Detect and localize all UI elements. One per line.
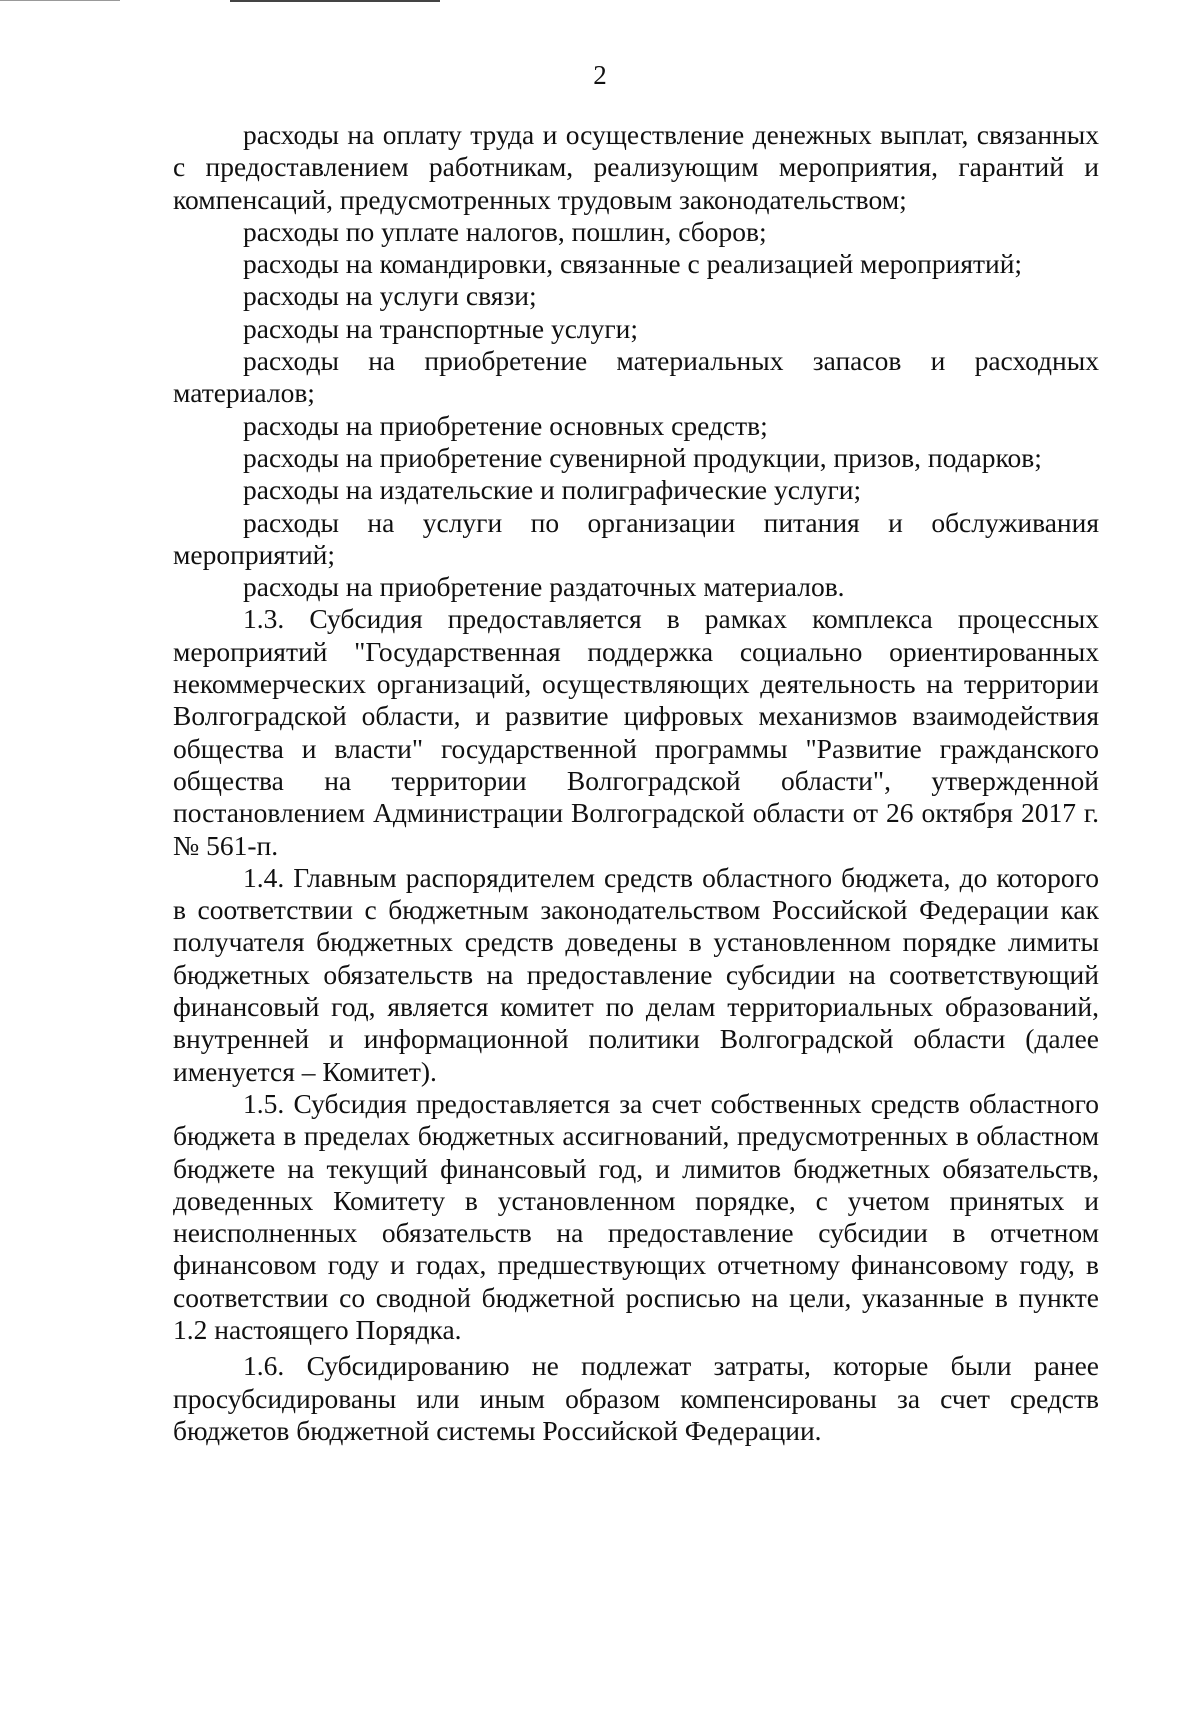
paragraph-expenses-transport: расходы на транспортные услуги; [243, 312, 639, 344]
paragraph-1-4: 1.4. Главным распорядителем средств областного бюджета, до которого в соответствии с бюджетным законодательством Российской Федерации как получателя бюджетных средств доведены в установленном порядке лимиты бюджетных обязательств на предоставление субсидии на соответствующий финансовый год, является комитет по делам территориальных образований, внутренней и информационной политики Волгоградской области (далее именуется – Комитет). [173, 861, 1099, 1087]
scan-edge-mark [0, 0, 120, 1]
paragraph-expenses-printing: расходы на издательские и полиграфические услуги; [243, 474, 862, 506]
scan-edge-mark [230, 0, 440, 2]
page-number: 2 [593, 60, 607, 90]
paragraph-expenses-catering: расходы на услуги по организации питания и обслуживания мероприятий; [173, 506, 1099, 570]
paragraph-expenses-labor: расходы на оплату труда и осуществление денежных выплат, связанных с предоставлением работникам, реализующим мероприятия, гарантий и компенсаций, предусмотренных трудовым законодательством; [173, 119, 1099, 215]
paragraph-expenses-travel: расходы на командировки, связанные с реализацией мероприятий; [243, 248, 1023, 280]
paragraph-expenses-handouts: расходы на приобретение раздаточных материалов. [243, 571, 845, 603]
paragraph-1-3: 1.3. Субсидия предоставляется в рамках комплекса процессных мероприятий "Государственная поддержка социально ориентированных некоммерческих организаций, осуществляющих деятельность на территории Волгоградской области, и развитие цифровых механизмов взаимодействия общества и власти" государственной программы "Развитие гражданского общества на территории Волгоградской области", утвержденной постановлением Администрации Волгоградской области от 26 октября 2017 г. № 561-п. [173, 603, 1099, 861]
paragraph-expenses-souvenirs: расходы на приобретение сувенирной продукции, призов, подарков; [243, 441, 1042, 473]
paragraph-expenses-communication: расходы на услуги связи; [243, 280, 537, 312]
paragraph-1-5: 1.5. Субсидия предоставляется за счет собственных средств областного бюджета в пределах бюджетных ассигнований, предусмотренных в областном бюджете на текущий финансовый год, и лимитов бюджетных обязательств, доведенных Комитету в установленном порядке, с учетом принятых и неисполненных обязательств на предоставление субсидии в отчетном финансовом году и годах, предшествующих отчетному финансовому году, в соответствии со сводной бюджетной росписью на цели, указанные в пункте 1.2 настоящего Порядка. [173, 1087, 1099, 1345]
document-body [173, 119, 1099, 1447]
paragraph-expenses-taxes: расходы по уплате налогов, пошлин, сборов; [243, 215, 767, 247]
paragraph-1-6: 1.6. Субсидированию не подлежат затраты, которые были ранее просубсидированы или иным образом компенсированы за счет средств бюджетов бюджетной системы Российской Федерации. [173, 1350, 1099, 1446]
paragraph-expenses-fixed-assets: расходы на приобретение основных средств; [243, 409, 768, 441]
paragraph-expenses-materials: расходы на приобретение материальных запасов и расходных материалов; [173, 345, 1099, 409]
